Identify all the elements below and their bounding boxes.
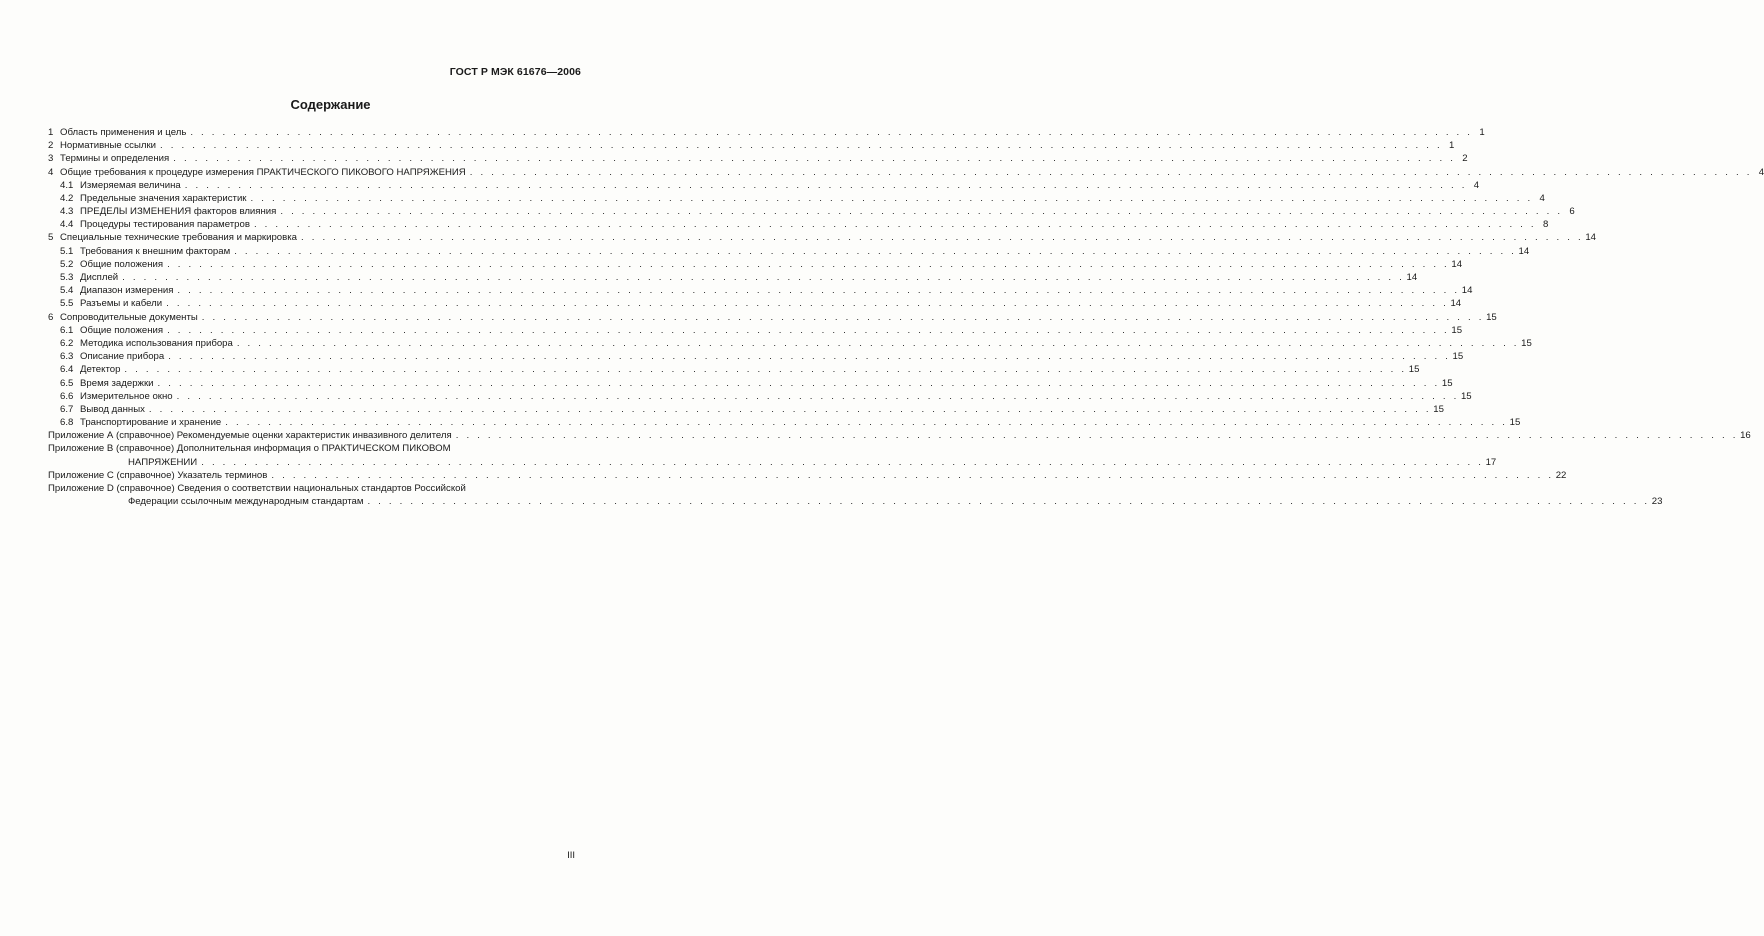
toc-entry-page: 6 [1569,206,1575,218]
toc-entry-page: 15 [1460,390,1472,402]
toc-entry-page: 1 [1449,140,1455,152]
toc-dot-leader: . . . . . . . . . . . . . . . . . . . . . . . . . . . . . . . . . . . . . . . . . . . . . . . . . . . . . . . . . . . . . . . . . . . . . . . . . . . . . . . . . . . . . . . . . . . . . . . . . . . . . . . . . . . . . . . . . . . . . . . . [253,219,1537,231]
toc-entry-label: Измеряемая величина [80,179,181,191]
toc-entry[interactable] [48,377,1453,390]
toc-dot-leader: . . . . . . . . . . . . . . . . . . . . . . . . . . . . . . . . . . . . . . . . . . . . . . . . . . . . . . . . . . . . . . . . . . . . . . . . . . . . . . . . . . . . . . . . . . . . . . . . . . . . . . . . . . . . . . . . . . . . . . . . [367,496,1650,508]
toc-entry[interactable] [48,390,1472,403]
toc-dot-leader: . . . . . . . . . . . . . . . . . . . . . . . . . . . . . . . . . . . . . . . . . . . . . . . . . . . . . . . . . . . . . . . . . . . . . . . . . . . . . . . . . . . . . . . . . . . . . . . . . . . . . . . . . . . . . . . . . . . . . . . . [124,364,1407,376]
toc-dot-leader: . . . . . . . . . . . . . . . . . . . . . . . . . . . . . . . . . . . . . . . . . . . . . . . . . . . . . . . . . . . . . . . . . . . . . . . . . . . . . . . . . . . . . . . . . . . . . . . . . . . . . . . . . . . . . . . . . . . . . . . . [167,324,1450,336]
toc-dot-leader: . . . . . . . . . . . . . . . . . . . . . . . . . . . . . . . . . . . . . . . . . . . . . . . . . . . . . . . . . . . . . . . . . . . . . . . . . . . . . . . . . . . . . . . . . . . . . . . . . . . . . . . . . . . . . . . . . . . . . . . . [236,337,1520,349]
toc-entry-label: Федерации ссылочным международным стандартам [128,496,364,508]
toc-entry[interactable] [48,205,1575,218]
toc-entry[interactable] [48,218,1549,231]
toc-entry-label: Предельные значения характеристик [80,192,247,204]
toc-dot-leader: . . . . . . . . . . . . . . . . . . . . . . . . . . . . . . . . . . . . . . . . . . . . . . . . . . . . . . . . . . . . . . . . . . . . . . . . . . . . . . . . . . . . . . . . . . . . . . . . . . . . . . . . . . . . . . . . . . . . . . . . [122,272,1405,284]
toc-entry[interactable] [48,456,1497,469]
toc-entry[interactable] [48,311,1497,324]
toc-entry-label: Приложение А (справочное) Рекомендуемые оценки характеристик инвазивного делителя [48,430,452,442]
toc-entry-page: 14 [1461,285,1473,297]
toc-entry-label: Нормативные ссылки [60,140,157,152]
toc-entry-label: Диапазон измерения [80,285,174,297]
toc-entry-page: 15 [1509,417,1521,429]
toc-dot-leader: . . . . . . . . . . . . . . . . . . . . . . . . . . . . . . . . . . . . . . . . . . . . . . . . . . . . . . . . . . . . . . . . . . . . . . . . . . . . . . . . . . . . . . . . . . . . . . . . . . . . . . . . . . . . . . . . . . . . . . . . [234,245,1517,257]
toc-entry[interactable] [48,416,1521,429]
toc-entry-page: 14 [1450,298,1462,310]
page-title: Содержание [290,97,371,112]
toc-entry-number: 6 [48,311,54,323]
toc-entry-number: 5.2 [60,258,74,270]
toc-entry-number: 6.1 [60,324,74,336]
toc-dot-leader: . . . . . . . . . . . . . . . . . . . . . . . . . . . . . . . . . . . . . . . . . . . . . . . . . . . . . . . . . . . . . . . . . . . . . . . . . . . . . . . . . . . . . . . . . . . . . . . . . . . . . . . . . . . . . . . . . . . . . . . . [166,298,1449,310]
toc-entry-label: Измерительное окно [80,390,173,402]
toc-entry-page: 17 [1485,456,1497,468]
toc-entry[interactable] [48,482,583,495]
toc-entry-page: 15 [1433,403,1444,415]
toc-entry-page: 16 [1740,430,1751,442]
toc-dot-leader: . . . . . . . . . . . . . . . . . . . . . . . . . . . . . . . . . . . . . . . . . . . . . . . . . . . . . . . . . . . . . . . . . . . . . . . . . . . . . . . . . . . . . . . . . . . . . . . . . . . . . . . . . . . . . . . . . . . . . . . . [157,377,1440,389]
toc-entry[interactable] [48,139,1455,152]
toc-entry[interactable] [48,363,1420,376]
toc-entry-page: 22 [1555,469,1567,481]
toc-entry-number: 5.5 [60,298,74,310]
toc-dot-leader: . . . . . . . . . . . . . . . . . . . . . . . . . . . . . . . . . . . . . . . . . . . . . . . . . . . . . . . . . . . . . . . . . . . . . . . . . . . . . . . . . . . . . . . . . . . . . . . . . . . . . . . . . . . . . . . . . . . . . . . . [167,258,1450,270]
toc-entry-number: 3 [48,153,54,165]
toc-entry-number: 4.3 [60,206,74,218]
toc-entry-number: 6.8 [60,417,74,429]
toc-entry-page: 15 [1408,364,1420,376]
toc-entry[interactable] [48,126,1485,139]
toc-entry[interactable] [48,403,1444,416]
toc-entry-label: Общие положения [80,258,164,270]
toc-entry[interactable] [48,152,1468,165]
toc-entry-page: 14 [1585,232,1596,244]
table-of-contents [48,126,1764,508]
toc-entry[interactable] [48,258,1463,271]
toc-entry-label: Процедуры тестирования параметров [80,219,250,231]
page-number: III [567,850,575,861]
toc-entry-page: 14 [1451,258,1463,270]
toc-entry-page: 15 [1486,311,1497,323]
toc-entry-page: 15 [1452,351,1464,363]
toc-entry-label: Методика использования прибора [80,337,233,349]
toc-entry-label: Дисплей [80,272,119,284]
toc-entry-label: Приложение D (справочное) Сведения о соответствии национальных стандартов Российской [48,483,466,495]
toc-dot-leader: . . . . . . . . . . . . . . . . . . . . . . . . . . . . . . . . . . . . . . . . . . . . . . . . . . . . . . . . . . . . . . . . . . . . . . . . . . . . . . . . . . . . . . . . . . . . . . . . . . . . . . . . . . . . . . . . . . . . . . . . [271,469,1554,481]
toc-entry-number: 6.2 [60,337,74,349]
toc-entry-number: 6.6 [60,390,74,402]
toc-entry[interactable] [48,284,1473,297]
toc-dot-leader: . . . . . . . . . . . . . . . . . . . . . . . . . . . . . . . . . . . . . . . . . . . . . . . . . . . . . . . . . . . . . . . . . . . . . . . . . . . . . . . . . . . . . . . . . . . . . . . . . . . . . . . . . . . . . . . . . . . . . . . . [160,140,1443,152]
toc-entry-page: 4 [1473,179,1480,191]
toc-entry-page: 23 [1651,496,1663,508]
toc-entry-page: 2 [1462,153,1468,165]
toc-entry[interactable] [48,350,1464,363]
toc-entry-label: Детектор [80,364,121,376]
toc-entry-label: Приложение С (справочное) Указатель терминов [48,469,268,481]
toc-entry[interactable] [48,495,1663,508]
toc-entry-page: 15 [1441,377,1453,389]
toc-dot-leader: . . . . . . . . . . . . . . . . . . . . . . . . . . . . . . . . . . . . . . . . . . . . . . . . . . . . . . . . . . . . . . . . . . . . . . . . . . . . . . . . . . . . . . . . . . . . . . . . . . . . . . . . . . . . . . . . . . . . . . . . [280,206,1563,218]
toc-entry-page: 4 [1539,192,1545,204]
toc-entry[interactable] [48,232,1596,245]
toc-entry-label: НАПРЯЖЕНИИ [128,456,198,468]
toc-entry-number: 4.4 [60,219,74,231]
toc-entry-label: ПРЕДЕЛЫ ИЗМЕНЕНИЯ факторов влияния [80,206,277,218]
document-code-header: ГОСТ Р МЭК 61676—2006 [449,66,581,78]
toc-entry-page: 1 [1479,126,1485,138]
toc-entry-number: 6.5 [60,377,74,389]
toc-entry-label: Описание прибора [80,351,165,363]
toc-entry-number: 1 [48,126,54,138]
toc-entry-number: 4 [48,166,54,178]
toc-entry-number: 4.2 [60,192,74,204]
toc-entry-page: 14 [1406,272,1418,284]
toc-entry-label: Разъемы и кабели [80,298,163,310]
toc-dot-leader: . . . . . . . . . . . . . . . . . . . . . . . . . . . . . . . . . . . . . . . . . . . . . . . . . . . . . . . . . . . . . . . . . . . . . . . . . . . . . . . . . . . . . . . . . . . . . . . . . . . . . . . . . . . . . . . . . . . . . . . . [148,403,1432,415]
toc-entry[interactable] [48,245,1530,258]
toc-entry-page: 4 [1758,166,1764,178]
toc-entry-number: 5.1 [60,245,74,257]
toc-dot-leader: . . . . . . . . . . . . . . . . . . . . . . . . . . . . . . . . . . . . . . . . . . . . . . . . . . . . . . . . . . . . . . . . . . . . . . . . . . . . . . . . . . . . . . . . . . . . . . . . . . . . . . . . . . . . . . . . . . . . . . . . [184,179,1468,191]
toc-entry-number: 6.3 [60,351,74,363]
toc-dot-leader: . . . . . . . . . . . . . . . . . . . . . . . . . . . . . . . . . . . . . . . . . . . . . . . . . . . . . . . . . . . . . . . . . . . . . . . . . . . . . . . . . . . . . . . . . . . . . . . . . . . . . . . . . . . . . . . . . . . . . . . . [173,153,1456,165]
toc-dot-leader: . . . . . . . . . . . . . . . . . . . . . . . . . . . . . . . . . . . . . . . . . . . . . . . . . . . . . . . . . . . . . . . . . . . . . . . . . . . . . . . . . . . . . . . . . . . . . . . . . . . . . . . . . . . . . . . . . . . . . . . . [469,166,1753,178]
toc-dot-leader: . . . . . . . . . . . . . . . . . . . . . . . . . . . . . . . . . . . . . . . . . . . . . . . . . . . . . . . . . . . . . . . . . . . . . . . . . . . . . . . . . . . . . . . . . . . . . . . . . . . . . . . . . . . . . . . . . . . . . . . . [190,126,1473,138]
toc-entry-number: 6.7 [60,403,74,415]
toc-entry-page: 14 [1518,245,1530,257]
toc-entry-label: Транспортирование и хранение [80,417,222,429]
toc-entry-label: Область применения и цель [60,126,187,138]
toc-entry-number: 4.1 [60,179,74,191]
toc-entry[interactable] [48,469,1567,482]
toc-entry[interactable] [48,443,583,456]
toc-entry-number: 2 [48,140,54,152]
toc-entry[interactable] [48,324,1463,337]
toc-entry[interactable] [48,429,1751,442]
toc-dot-leader: . . . . . . . . . . . . . . . . . . . . . . . . . . . . . . . . . . . . . . . . . . . . . . . . . . . . . . . . . . . . . . . . . . . . . . . . . . . . . . . . . . . . . . . . . . . . . . . . . . . . . . . . . . . . . . . . . . . . . . . . [225,417,1508,429]
toc-entry[interactable] [48,271,1418,284]
toc-entry-number: 5 [48,232,54,244]
toc-entry[interactable] [48,337,1532,350]
toc-entry-label: Общие положения [80,324,164,336]
toc-entry-label: Вывод данных [80,403,145,415]
toc-dot-leader: . . . . . . . . . . . . . . . . . . . . . . . . . . . . . . . . . . . . . . . . . . . . . . . . . . . . . . . . . . . . . . . . . . . . . . . . . . . . . . . . . . . . . . . . . . . . . . . . . . . . . . . . . . . . . . . . . . . . . . . . [201,456,1484,468]
toc-dot-leader: . . . . . . . . . . . . . . . . . . . . . . . . . . . . . . . . . . . . . . . . . . . . . . . . . . . . . . . . . . . . . . . . . . . . . . . . . . . . . . . . . . . . . . . . . . . . . . . . . . . . . . . . . . . . . . . . . . . . . . . . [201,311,1485,323]
toc-entry-label: Общие требования к процедуре измерения ПРАКТИЧЕСКОГО ПИКОВОГО НАПРЯЖЕНИЯ [60,166,466,178]
toc-entry-page: 15 [1521,337,1532,349]
toc-entry-number: 5.3 [60,272,74,284]
toc-entry-label: Приложение В (справочное) Дополнительная информация о ПРАКТИЧЕСКОМ ПИКОВОМ [48,443,451,455]
toc-entry-label: Требования к внешним факторам [80,245,231,257]
toc-dot-leader: . . . . . . . . . . . . . . . . . . . . . . . . . . . . . . . . . . . . . . . . . . . . . . . . . . . . . . . . . . . . . . . . . . . . . . . . . . . . . . . . . . . . . . . . . . . . . . . . . . . . . . . . . . . . . . . . . . . . . . . . [168,351,1451,363]
toc-dot-leader: . . . . . . . . . . . . . . . . . . . . . . . . . . . . . . . . . . . . . . . . . . . . . . . . . . . . . . . . . . . . . . . . . . . . . . . . . . . . . . . . . . . . . . . . . . . . . . . . . . . . . . . . . . . . . . . . . . . . . . . . [177,285,1460,297]
toc-dot-leader: . . . . . . . . . . . . . . . . . . . . . . . . . . . . . . . . . . . . . . . . . . . . . . . . . . . . . . . . . . . . . . . . . . . . . . . . . . . . . . . . . . . . . . . . . . . . . . . . . . . . . . . . . . . . . . . . . . . . . . . . [176,390,1459,402]
toc-entry-label: Сопроводительные документы [60,311,198,323]
toc-entry-page: 8 [1542,219,1549,231]
toc-entry[interactable] [48,166,1764,179]
toc-entry-number: 5.4 [60,285,74,297]
toc-entry[interactable] [48,192,1545,205]
toc-entry[interactable] [48,179,1480,192]
toc-dot-leader: . . . . . . . . . . . . . . . . . . . . . . . . . . . . . . . . . . . . . . . . . . . . . . . . . . . . . . . . . . . . . . . . . . . . . . . . . . . . . . . . . . . . . . . . . . . . . . . . . . . . . . . . . . . . . . . . . . . . . . . . [250,192,1533,204]
toc-entry-label: Термины и определения [60,153,170,165]
toc-entry-page: 15 [1451,324,1463,336]
toc-entry[interactable] [48,297,1462,310]
toc-dot-leader: . . . . . . . . . . . . . . . . . . . . . . . . . . . . . . . . . . . . . . . . . . . . . . . . . . . . . . . . . . . . . . . . . . . . . . . . . . . . . . . . . . . . . . . . . . . . . . . . . . . . . . . . . . . . . . . . . . . . . . . . [300,232,1584,244]
toc-entry-label: Специальные технические требования и маркировка [60,232,297,244]
toc-entry-number: 6.4 [60,364,74,376]
toc-dot-leader: . . . . . . . . . . . . . . . . . . . . . . . . . . . . . . . . . . . . . . . . . . . . . . . . . . . . . . . . . . . . . . . . . . . . . . . . . . . . . . . . . . . . . . . . . . . . . . . . . . . . . . . . . . . . . . . . . . . . . . . . [455,430,1739,442]
toc-entry-label: Время задержки [80,377,154,389]
